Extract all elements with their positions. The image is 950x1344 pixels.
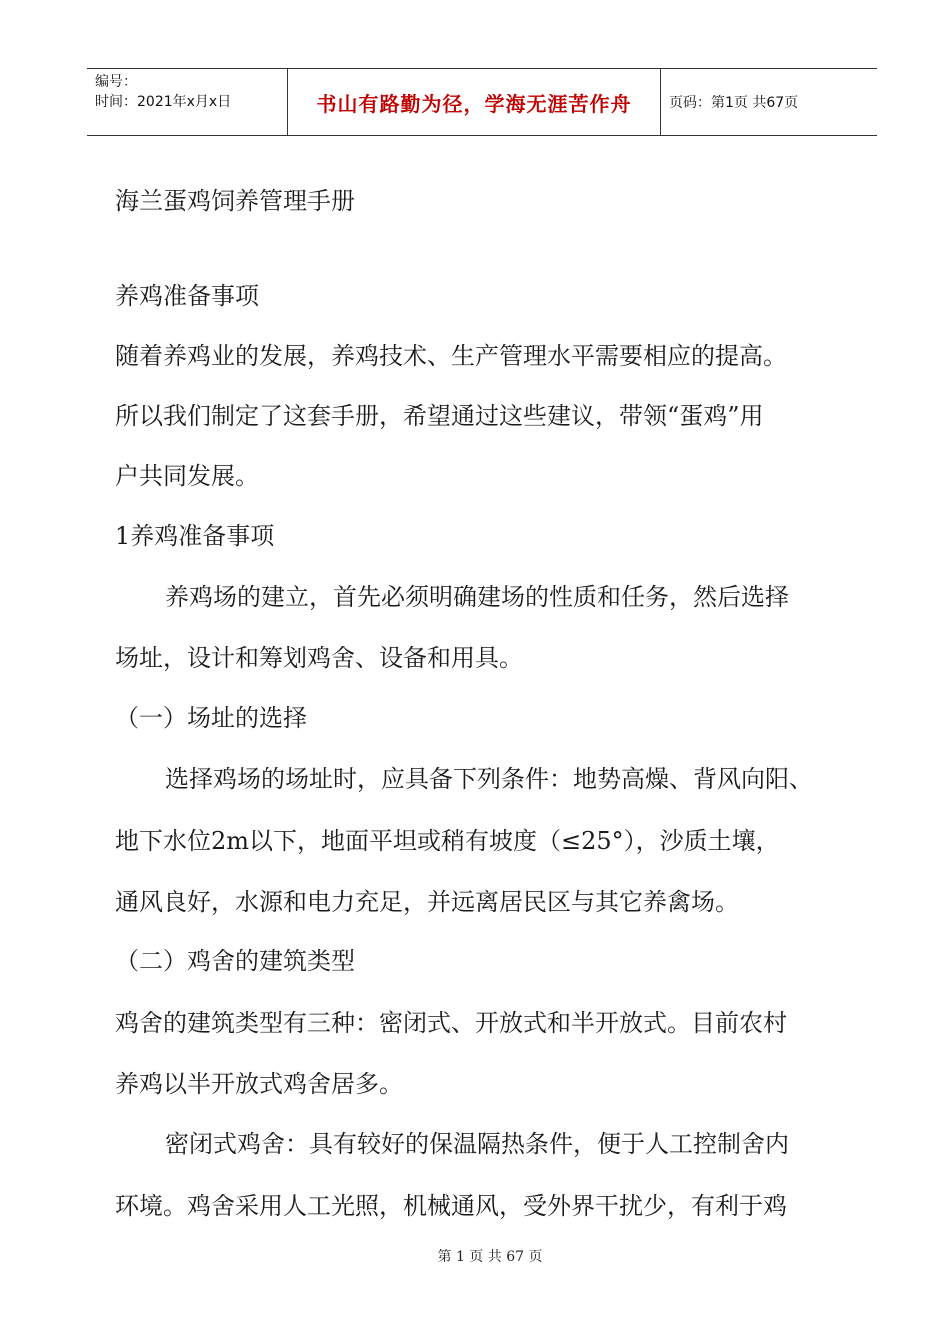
- document-title: 海兰蛋鸡饲养管理手册: [115, 187, 355, 215]
- page-header: [87, 68, 877, 136]
- paragraph-line: 选择鸡场的场址时，应具备下列条件：地势高燥、背风向阳、: [165, 765, 813, 793]
- paragraph-line: 随着养鸡业的发展，养鸡技术、生产管理水平需要相应的提高。: [115, 342, 787, 370]
- paragraph-line: 鸡舍的建筑类型有三种：密闭式、开放式和半开放式。目前农村: [115, 1009, 787, 1037]
- paragraph-line: 养鸡以半开放式鸡舍居多。: [115, 1070, 403, 1098]
- header-meta: [87, 69, 287, 135]
- paragraph-line: 通风良好，水源和电力充足，并远离居民区与其它养禽场。: [115, 888, 739, 916]
- paragraph-line: 所以我们制定了这套手册，希望通过这些建议，带领“蛋鸡”用: [115, 402, 764, 430]
- header-time: 时间：2021年x月x日: [95, 94, 232, 110]
- subsection-heading: （一）场址的选择: [115, 704, 307, 732]
- header-motto: 书山有路勤为径，学海无涯苦作舟: [287, 69, 661, 135]
- paragraph-line: 地下水位2m以下，地面平坦或稍有坡度（≤25°），沙质土壤，: [115, 827, 780, 855]
- paragraph-line: 户共同发展。: [115, 462, 259, 490]
- paragraph-line: 养鸡场的建立，首先必须明确建场的性质和任务，然后选择: [165, 583, 789, 611]
- paragraph-line: 密闭式鸡舍：具有较好的保温隔热条件，便于人工控制舍内: [165, 1130, 789, 1158]
- subsection-heading: （二）鸡舍的建筑类型: [115, 947, 355, 975]
- paragraph-line: 环境。鸡舍采用人工光照，机械通风，受外界干扰少，有利于鸡: [115, 1192, 787, 1220]
- header-page-info: 页码：第1页 共67页: [669, 95, 799, 111]
- section-heading: 1养鸡准备事项: [115, 522, 275, 550]
- paragraph-line: 场址，设计和筹划鸡舍、设备和用具。: [115, 644, 523, 672]
- header-number: 编号：: [95, 74, 137, 90]
- page-footer: 第 1 页 共 67 页: [437, 1249, 543, 1265]
- section-heading: 养鸡准备事项: [115, 282, 259, 310]
